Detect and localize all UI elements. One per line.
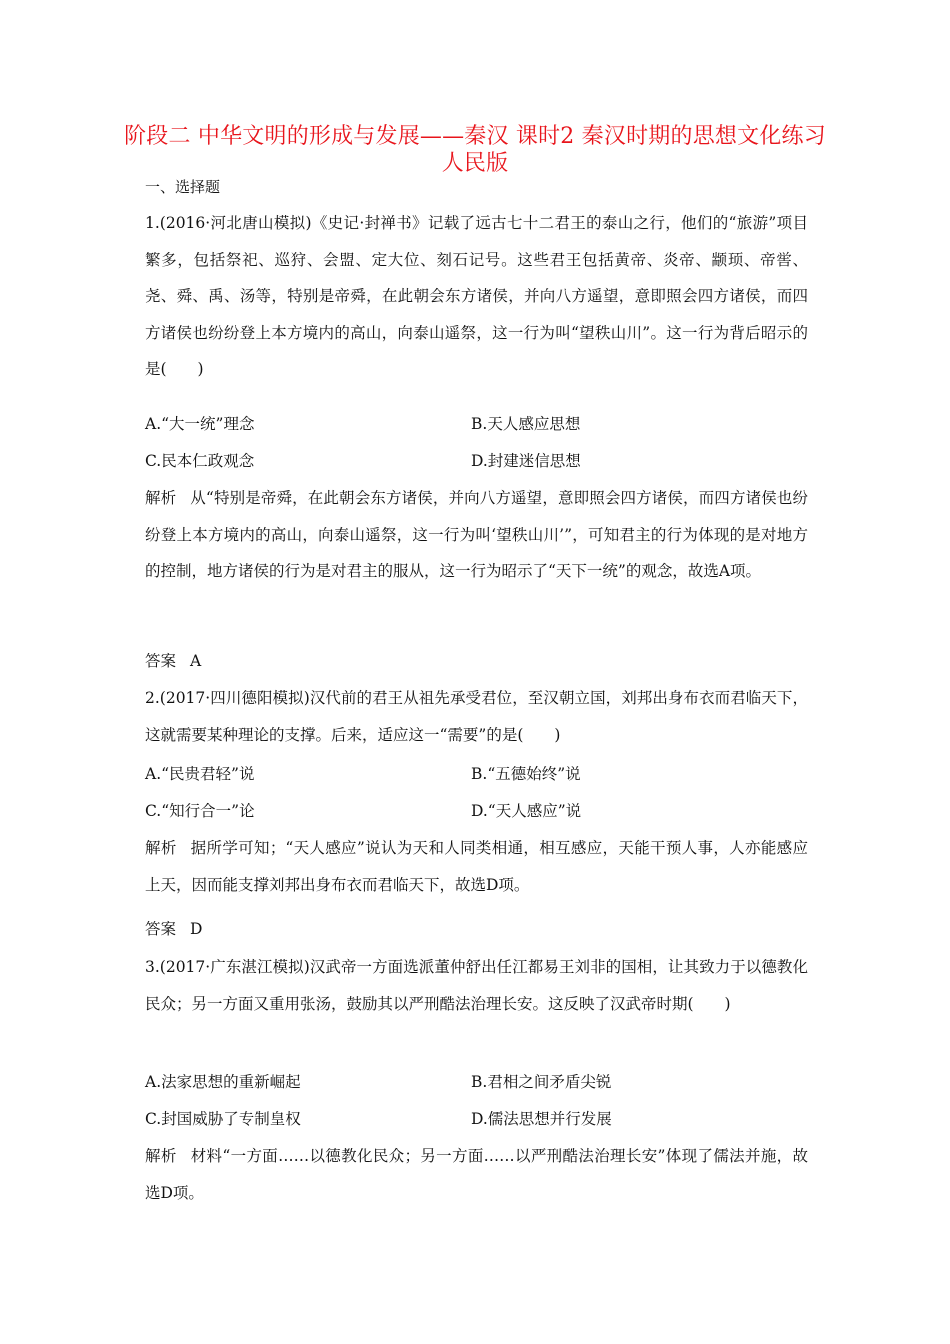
question-2-option-a: A.“民贵君轻”说: [145, 765, 255, 783]
question-2-answer-value: D: [190, 920, 203, 938]
question-2-options: [145, 756, 808, 830]
question-3-option-b: B.君相之间矛盾尖锐: [471, 1073, 612, 1091]
question-1-answer: [145, 651, 201, 671]
question-1-option-b: B.天人感应思想: [471, 415, 581, 433]
question-1-option-c: C.民本仁政观念: [145, 452, 255, 470]
question-2-answer: [145, 919, 202, 939]
question-3-stem: 3.(2017·广东湛江模拟)汉武帝一方面选派董仲舒出任江都易王刘非的国相，让其致力于以德教化民众；另一方面又重用张汤，鼓励其以严刑酷法治理长安。这反映了汉武帝时期( ): [145, 958, 808, 1013]
question-1-answer-value: A: [190, 652, 202, 670]
question-3-option-c: C.封国威胁了专制皇权: [145, 1110, 301, 1128]
question-2-option-c: C.“知行合一”论: [145, 802, 255, 820]
document-title: 阶段二 中华文明的形成与发展——秦汉 课时2 秦汉时期的思想文化练习 人民版: [124, 124, 826, 176]
question-2-analysis-text: 据所学可知；“天人感应”说认为天和人同类相通，相互感应，天能干预人事，人亦能感应上天，因而能支撑刘邦出身布衣而君临天下，故选D项。: [145, 839, 808, 894]
question-1-options: [145, 406, 808, 480]
question-1-option-d: D.封建迷信思想: [471, 452, 581, 470]
question-1-analysis: [145, 480, 808, 590]
question-1-answer-label: 答案: [145, 652, 177, 670]
question-3-option-a: A.法家思想的重新崛起: [145, 1073, 301, 1091]
question-3-analysis-text: 材料“一方面……以德教化民众；另一方面……以严刑酷法治理长安”体现了儒法并施，故选D项。: [145, 1147, 808, 1202]
question-3-option-d: D.儒法思想并行发展: [471, 1110, 612, 1128]
question-3-analysis-label: 解析: [145, 1147, 177, 1165]
question-1-analysis-text: 从“特别是帝舜，在此朝会东方诸侯，并向八方遥望，意即照会四方诸侯，而四方诸侯也纷纷登上本方境内的高山，向泰山遥祭，这一行为叫‘望秩山川’”，可知君主的行为体现的是对地方的控制，地方诸侯的行为是对君主的服从，这一行为昭示了“天下一统”的观念，故选A项。: [145, 489, 808, 580]
question-2-option-b: B.“五德始终”说: [471, 765, 581, 783]
question-2-analysis-label: 解析: [145, 839, 177, 857]
question-2-stem: 2.(2017·四川德阳模拟)汉代前的君王从祖先承受君位，至汉朝立国，刘邦出身布衣而君临天下，这就需要某种理论的支撑。后来，适应这一“需要”的是( ): [145, 689, 808, 744]
question-2-analysis: [145, 830, 808, 903]
question-2-answer-label: 答案: [145, 920, 177, 938]
question-1-stem: 1.(2016·河北唐山模拟)《史记·封禅书》记载了远古七十二君王的泰山之行，他们的“旅游”项目繁多，包括祭祀、巡狩、会盟、定大位、刻石记号。这些君王包括黄帝、炎帝、颛顼、帝喾、尧、舜、禹、汤等，特别是帝舜，在此朝会东方诸侯，并向八方遥望，意即照会四方诸侯，而四方诸侯也纷纷登上本方境内的高山，向泰山遥祭，这一行为叫“望秩山川”。这一行为背后昭示的是( ): [145, 214, 808, 378]
question-3-analysis: [145, 1138, 808, 1211]
section-heading: 一、选择题: [145, 178, 221, 196]
question-1-option-a: A.“大一统”理念: [145, 415, 255, 433]
question-1-analysis-label: 解析: [145, 489, 177, 507]
question-3-options: [145, 1064, 808, 1138]
question-2-option-d: D.“天人感应”说: [471, 802, 582, 820]
